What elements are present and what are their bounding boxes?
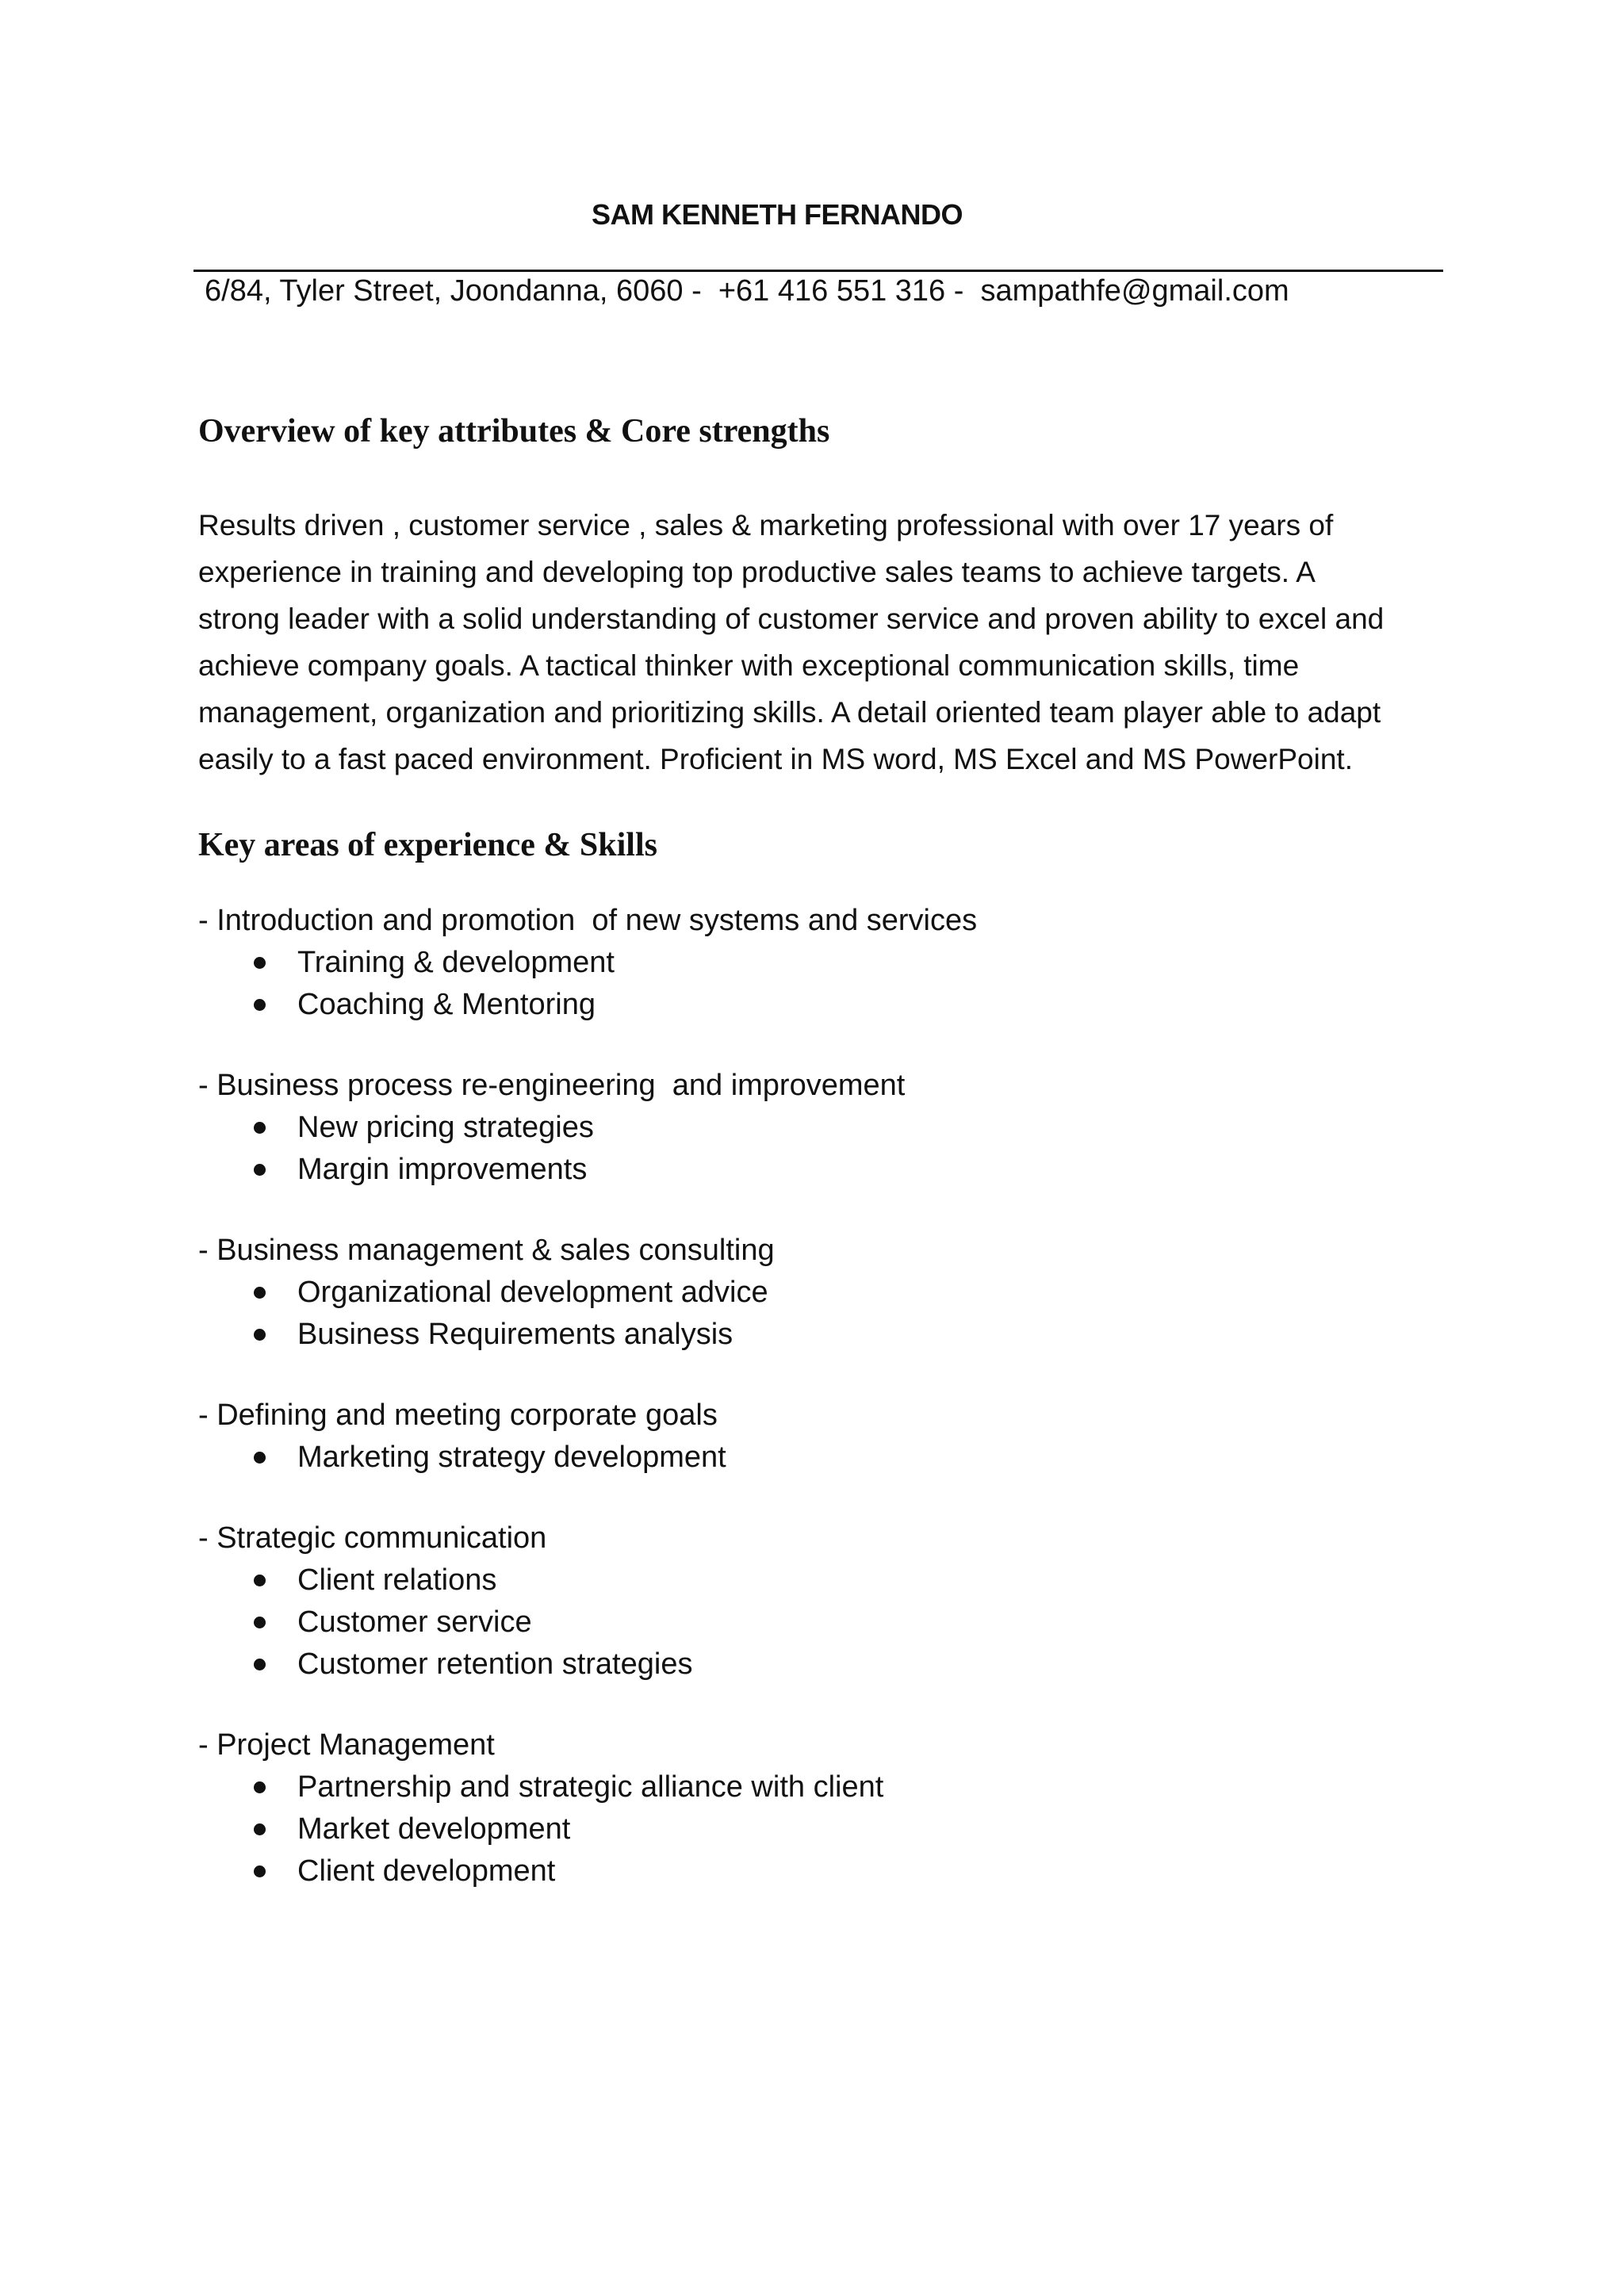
overview-paragraph [198,502,1451,783]
bullet-icon [254,1122,266,1134]
bullet-icon [254,999,266,1011]
skill-bullet-text: Client development [297,1854,556,1888]
skill-group-title: - Strategic communication [198,1521,547,1555]
skill-bullet-item [198,1314,1451,1356]
skill-bullet-list [198,942,1451,1026]
bullet-icon [254,1781,266,1793]
skill-bullet-list [198,1766,1451,1892]
bullet-icon [254,1866,266,1877]
skill-group [198,1394,1451,1479]
overview-line: strong leader with a solid understanding of customer service and proven ability to excel and [198,603,1385,635]
skill-bullet-item [198,1559,1451,1601]
overview-line: easily to a fast paced environment. Proficient in MS word, MS Excel and MS PowerPoint. [198,743,1353,775]
bullet-icon [254,1164,266,1176]
skill-bullet-item [198,1437,1451,1479]
bullet-icon [254,1617,266,1628]
skill-group-title: - Defining and meeting corporate goals [198,1399,718,1432]
skills-heading: Key areas of experience & Skills [198,827,657,863]
skill-bullet-text: Margin improvements [297,1153,588,1186]
skill-bullet-text: New pricing strategies [297,1111,594,1144]
skill-bullet-text: Customer retention strategies [297,1647,693,1681]
header-divider [193,270,1443,272]
skill-bullet-text: Customer service [297,1605,532,1639]
skill-group [198,899,1451,1026]
skill-bullet-text: Partnership and strategic alliance with client [297,1770,884,1804]
bullet-icon [254,1659,266,1670]
skill-bullet-item [198,1644,1451,1686]
skill-bullet-text: Organizational development advice [297,1276,768,1309]
skill-bullet-text: Business Requirements analysis [297,1318,733,1351]
skills-groups [198,899,1451,1931]
skill-group [198,1064,1451,1191]
skill-bullet-item [198,1149,1451,1191]
resume-name: SAM KENNETH FERNANDO [591,198,963,231]
skill-bullet-item [198,1107,1451,1149]
skill-bullet-text: Coaching & Mentoring [297,988,596,1021]
skill-group [198,1229,1451,1356]
skill-bullet-list [198,1272,1451,1356]
bullet-icon [254,1823,266,1835]
overview-heading: Overview of key attributes & Core strengths [198,413,830,450]
skill-bullet-item [198,984,1451,1026]
skill-bullet-item [198,1766,1451,1808]
skill-bullet-item [198,1272,1451,1314]
bullet-icon [254,1575,266,1586]
skill-bullet-item [198,1808,1451,1850]
bullet-icon [254,957,266,969]
skill-group [198,1517,1451,1686]
skill-group-title: - Project Management [198,1728,495,1762]
skill-bullet-item [198,1601,1451,1644]
contact-line: 6/84, Tyler Street, Joondanna, 6060 - +61 416 551 316 - sampathfe@gmail.com [205,274,1289,308]
bullet-icon [254,1329,266,1341]
skill-bullet-text: Client relations [297,1563,497,1597]
skill-bullet-text: Marketing strategy development [297,1441,726,1474]
skill-bullet-text: Training & development [297,946,615,979]
skill-bullet-item [198,942,1451,984]
skill-bullet-list [198,1107,1451,1191]
skill-bullet-item [198,1850,1451,1892]
overview-line: management, organization and prioritizing skills. A detail oriented team player able to adapt [198,696,1381,729]
skill-bullet-list [198,1437,1451,1479]
skill-bullet-text: Market development [297,1812,571,1846]
bullet-icon [254,1452,266,1464]
skill-bullet-list [198,1559,1451,1686]
skill-group-title: - Introduction and promotion of new systems and services [198,904,978,937]
overview-line: experience in training and developing top productive sales teams to achieve targets. A [198,556,1316,588]
skill-group-title: - Business process re-engineering and improvement [198,1069,906,1102]
skill-group [198,1724,1451,1892]
skill-group-title: - Business management & sales consulting [198,1234,775,1267]
overview-line: Results driven , customer service , sales & marketing professional with over 17 years of [198,509,1334,541]
overview-line: achieve company goals. A tactical thinker with exceptional communication skills, time [198,649,1300,682]
bullet-icon [254,1287,266,1299]
